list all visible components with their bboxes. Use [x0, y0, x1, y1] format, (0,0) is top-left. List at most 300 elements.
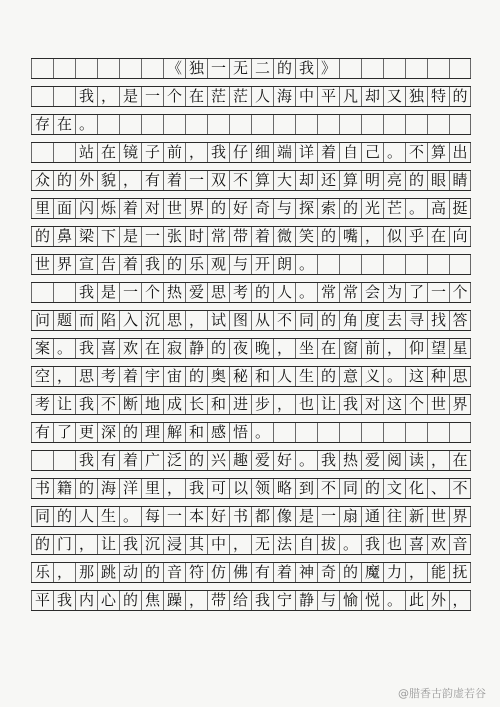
- grid-cell: 热: [163, 283, 185, 302]
- grid-cell: 跳: [97, 563, 119, 582]
- grid-cell: [405, 423, 427, 442]
- grid-cell: ，: [229, 535, 251, 554]
- grid-cell: 洋: [119, 479, 141, 498]
- grid-cell: 书: [229, 507, 251, 526]
- grid-cell: [405, 59, 427, 78]
- grid-cell: 与: [229, 255, 251, 274]
- grid-cell: 的: [273, 59, 295, 78]
- grid-cell: 的: [339, 563, 361, 582]
- grid-cell: 。: [405, 199, 427, 218]
- grid-cell: 的: [31, 535, 53, 554]
- grid-cell: 同: [339, 479, 361, 498]
- grid-cell: [339, 255, 361, 274]
- grid-cell: 宙: [163, 367, 185, 386]
- grid-cell: 思: [207, 283, 229, 302]
- grid-cell: 找: [427, 311, 449, 330]
- essay-line: [31, 422, 471, 443]
- grid-cell: 我: [75, 395, 97, 414]
- grid-cell: 我: [119, 535, 141, 554]
- grid-cell: 悦: [361, 591, 383, 610]
- grid-cell: 有: [141, 171, 163, 190]
- grid-cell: 问: [31, 311, 53, 330]
- grid-cell: [449, 115, 471, 134]
- grid-cell: 面: [53, 199, 75, 218]
- grid-cell: 那: [75, 563, 97, 582]
- grid-cell: 的: [449, 87, 471, 106]
- grid-cell: 无: [251, 535, 273, 554]
- essay-line: [31, 366, 471, 387]
- grid-cell: 让: [97, 535, 119, 554]
- grid-cell: 己: [361, 143, 383, 162]
- grid-cell: [75, 59, 97, 78]
- grid-cell: 着: [251, 227, 273, 246]
- grid-cell: 门: [53, 535, 75, 554]
- grid-cell: 微: [273, 227, 295, 246]
- grid-cell: 仔: [229, 143, 251, 162]
- grid-cell: 答: [449, 311, 471, 330]
- grid-cell: 观: [207, 255, 229, 274]
- grid-cell: 意: [339, 367, 361, 386]
- grid-cell: 爱: [185, 283, 207, 302]
- grid-cell: 让: [317, 395, 339, 414]
- grid-cell: 是: [119, 87, 141, 106]
- grid-cell: 在: [97, 143, 119, 162]
- grid-cell: 而: [75, 311, 97, 330]
- grid-cell: 我: [295, 59, 317, 78]
- grid-cell: 书: [31, 479, 53, 498]
- grid-cell: 一: [141, 87, 163, 106]
- grid-cell: 解: [163, 423, 185, 442]
- grid-cell: 。: [251, 423, 273, 442]
- grid-cell: [31, 283, 53, 302]
- grid-cell: 喜: [405, 535, 427, 554]
- grid-cell: 个: [449, 283, 471, 302]
- grid-cell: 一: [317, 507, 339, 526]
- grid-cell: 镜: [119, 143, 141, 162]
- grid-cell: 鼻: [53, 227, 75, 246]
- grid-cell: 着: [119, 255, 141, 274]
- grid-cell: ，: [273, 395, 295, 414]
- grid-cell: ，: [185, 591, 207, 610]
- grid-cell: [339, 59, 361, 78]
- grid-cell: 界: [185, 199, 207, 218]
- grid-cell: 》: [317, 59, 339, 78]
- grid-cell: [383, 115, 405, 134]
- grid-cell: 的: [207, 199, 229, 218]
- grid-cell: 宣: [75, 255, 97, 274]
- grid-cell: 我: [339, 395, 361, 414]
- essay-line: [31, 590, 471, 611]
- essay-line: [31, 114, 471, 135]
- grid-cell: 的: [361, 479, 383, 498]
- grid-cell: 都: [251, 507, 273, 526]
- grid-cell: [185, 115, 207, 134]
- grid-cell: 。: [295, 283, 317, 302]
- grid-cell: 又: [383, 87, 405, 106]
- grid-cell: 一: [427, 283, 449, 302]
- grid-cell: 。: [383, 591, 405, 610]
- essay-line: [31, 170, 471, 191]
- grid-cell: 的: [185, 451, 207, 470]
- grid-cell: 个: [163, 87, 185, 106]
- grid-cell: 化: [405, 479, 427, 498]
- essay-line: [31, 450, 471, 471]
- grid-cell: ，: [185, 143, 207, 162]
- grid-cell: [361, 115, 383, 134]
- grid-cell: 界: [449, 395, 471, 414]
- grid-cell: 思: [75, 367, 97, 386]
- manuscript-grid: [31, 58, 471, 618]
- grid-cell: 还: [317, 171, 339, 190]
- grid-cell: 端: [273, 143, 295, 162]
- watermark: @腊香古韵虚若谷: [398, 687, 486, 700]
- grid-cell: 略: [273, 479, 295, 498]
- grid-cell: 亮: [383, 171, 405, 190]
- grid-cell: 寂: [163, 339, 185, 358]
- grid-cell: 似: [383, 227, 405, 246]
- grid-cell: 星: [449, 339, 471, 358]
- grid-cell: 文: [383, 479, 405, 498]
- grid-cell: 的: [75, 479, 97, 498]
- grid-cell: 外: [427, 591, 449, 610]
- grid-cell: [449, 255, 471, 274]
- grid-cell: 领: [251, 479, 273, 498]
- grid-cell: 却: [295, 171, 317, 190]
- grid-cell: 独: [185, 59, 207, 78]
- grid-cell: 、: [427, 479, 449, 498]
- grid-cell: [53, 283, 75, 302]
- grid-cell: 前: [163, 143, 185, 162]
- grid-cell: 图: [229, 311, 251, 330]
- grid-cell: 个: [141, 283, 163, 302]
- grid-cell: 在: [449, 451, 471, 470]
- grid-cell: 地: [141, 395, 163, 414]
- grid-cell: 闪: [75, 199, 97, 218]
- grid-cell: 考: [31, 395, 53, 414]
- grid-cell: 平: [31, 591, 53, 610]
- grid-cell: 空: [31, 367, 53, 386]
- grid-cell: 开: [251, 255, 273, 274]
- essay-line: [31, 310, 471, 331]
- grid-cell: ，: [361, 227, 383, 246]
- grid-cell: 对: [361, 395, 383, 414]
- grid-cell: 望: [427, 339, 449, 358]
- grid-cell: 神: [295, 563, 317, 582]
- grid-cell: [163, 115, 185, 134]
- grid-cell: 生: [295, 367, 317, 386]
- grid-cell: 睛: [449, 171, 471, 190]
- grid-cell: 在: [53, 115, 75, 134]
- grid-cell: 的: [119, 423, 141, 442]
- grid-cell: 着: [273, 563, 295, 582]
- grid-cell: 。: [383, 367, 405, 386]
- grid-cell: [207, 115, 229, 134]
- grid-cell: 在: [317, 339, 339, 358]
- grid-cell: 海: [97, 479, 119, 498]
- grid-cell: 茫: [229, 87, 251, 106]
- grid-cell: [251, 115, 273, 134]
- grid-cell: [295, 115, 317, 134]
- grid-cell: 不: [229, 171, 251, 190]
- grid-cell: 着: [119, 199, 141, 218]
- grid-cell: 《: [163, 59, 185, 78]
- grid-cell: [141, 115, 163, 134]
- grid-cell: 告: [97, 255, 119, 274]
- grid-cell: 的: [141, 563, 163, 582]
- grid-cell: 界: [53, 255, 75, 274]
- grid-cell: [141, 59, 163, 78]
- grid-cell: 以: [229, 479, 251, 498]
- grid-cell: 好: [229, 199, 251, 218]
- grid-cell: 的: [317, 367, 339, 386]
- grid-cell: [339, 115, 361, 134]
- grid-cell: [405, 115, 427, 134]
- grid-cell: 静: [295, 591, 317, 610]
- grid-cell: [317, 115, 339, 134]
- grid-cell: 案: [31, 339, 53, 358]
- grid-cell: 中: [295, 87, 317, 106]
- grid-cell: 站: [75, 143, 97, 162]
- grid-cell: 的: [163, 255, 185, 274]
- grid-cell: 奇: [251, 199, 273, 218]
- grid-cell: 音: [449, 535, 471, 554]
- grid-cell: 更: [75, 423, 97, 442]
- grid-cell: 双: [207, 171, 229, 190]
- grid-cell: 在: [185, 87, 207, 106]
- grid-cell: 。: [295, 451, 317, 470]
- grid-cell: 一: [185, 171, 207, 190]
- grid-cell: 前: [361, 339, 383, 358]
- grid-cell: 高: [427, 199, 449, 218]
- grid-cell: ，: [163, 479, 185, 498]
- grid-cell: 欢: [119, 339, 141, 358]
- grid-cell: 一: [207, 59, 229, 78]
- grid-cell: 我: [75, 451, 97, 470]
- grid-cell: 和: [185, 423, 207, 442]
- grid-cell: 有: [31, 423, 53, 442]
- grid-cell: 。: [383, 143, 405, 162]
- grid-cell: 欢: [427, 535, 449, 554]
- grid-cell: ，: [383, 339, 405, 358]
- grid-cell: 仰: [405, 339, 427, 358]
- grid-cell: 在: [427, 227, 449, 246]
- grid-cell: 我: [75, 339, 97, 358]
- grid-cell: 带: [207, 591, 229, 610]
- grid-cell: 凡: [339, 87, 361, 106]
- grid-cell: 题: [53, 311, 75, 330]
- grid-cell: 和: [207, 395, 229, 414]
- grid-cell: 是: [97, 283, 119, 302]
- grid-cell: 众: [31, 171, 53, 190]
- grid-cell: 的: [339, 199, 361, 218]
- grid-cell: 明: [361, 171, 383, 190]
- grid-cell: 了: [53, 423, 75, 442]
- grid-cell: 好: [273, 451, 295, 470]
- grid-cell: [31, 143, 53, 162]
- grid-cell: 步: [251, 395, 273, 414]
- grid-cell: 独: [405, 87, 427, 106]
- grid-cell: 爱: [251, 451, 273, 470]
- grid-cell: 兴: [207, 451, 229, 470]
- grid-cell: 算: [339, 171, 361, 190]
- grid-cell: [53, 59, 75, 78]
- grid-cell: [449, 59, 471, 78]
- grid-cell: [119, 115, 141, 134]
- grid-cell: [383, 255, 405, 274]
- essay-line: [31, 534, 471, 555]
- grid-cell: 二: [251, 59, 273, 78]
- grid-cell: [295, 423, 317, 442]
- essay-line: [31, 478, 471, 499]
- grid-cell: 光: [361, 199, 383, 218]
- grid-cell: ，: [185, 311, 207, 330]
- grid-cell: 的: [53, 507, 75, 526]
- grid-cell: 焦: [141, 591, 163, 610]
- grid-cell: ，: [273, 339, 295, 358]
- grid-cell: [383, 59, 405, 78]
- grid-cell: 读: [405, 451, 427, 470]
- grid-cell: 算: [251, 171, 273, 190]
- grid-cell: 宁: [273, 591, 295, 610]
- grid-cell: 种: [427, 367, 449, 386]
- grid-cell: 生: [97, 507, 119, 526]
- grid-cell: 可: [207, 479, 229, 498]
- grid-cell: [427, 423, 449, 442]
- grid-cell: 角: [339, 311, 361, 330]
- grid-cell: 夜: [229, 339, 251, 358]
- grid-cell: 带: [229, 227, 251, 246]
- grid-cell: 下: [97, 227, 119, 246]
- grid-cell: 人: [273, 283, 295, 302]
- grid-cell: 世: [31, 255, 53, 274]
- grid-cell: 我: [75, 87, 97, 106]
- grid-cell: 里: [141, 479, 163, 498]
- grid-cell: 沉: [141, 311, 163, 330]
- grid-cell: 。: [295, 255, 317, 274]
- grid-cell: 趣: [229, 451, 251, 470]
- grid-cell: ，: [427, 451, 449, 470]
- grid-cell: 佛: [229, 563, 251, 582]
- grid-cell: 不: [97, 395, 119, 414]
- grid-cell: 给: [229, 591, 251, 610]
- grid-cell: 嘴: [339, 227, 361, 246]
- grid-cell: 奇: [317, 563, 339, 582]
- grid-cell: 从: [251, 311, 273, 330]
- grid-cell: 断: [119, 395, 141, 414]
- grid-cell: 海: [273, 87, 295, 106]
- grid-cell: 常: [207, 227, 229, 246]
- grid-cell: 的: [185, 367, 207, 386]
- grid-cell: 悟: [229, 423, 251, 442]
- grid-cell: 朗: [273, 255, 295, 274]
- grid-cell: 同: [295, 311, 317, 330]
- grid-cell: 张: [163, 227, 185, 246]
- grid-cell: ，: [75, 535, 97, 554]
- grid-cell: 内: [75, 591, 97, 610]
- grid-cell: [427, 59, 449, 78]
- grid-cell: 我: [141, 255, 163, 274]
- grid-cell: 坐: [295, 339, 317, 358]
- grid-cell: 是: [119, 227, 141, 246]
- grid-cell: [339, 423, 361, 442]
- grid-cell: 义: [361, 367, 383, 386]
- grid-cell: 广: [141, 451, 163, 470]
- essay-line: [31, 198, 471, 219]
- grid-cell: 新: [405, 507, 427, 526]
- grid-cell: 。: [119, 507, 141, 526]
- grid-cell: 泛: [163, 451, 185, 470]
- grid-cell: 思: [449, 367, 471, 386]
- grid-cell: 像: [273, 507, 295, 526]
- grid-cell: 这: [383, 395, 405, 414]
- grid-cell: [31, 451, 53, 470]
- grid-cell: 秘: [229, 367, 251, 386]
- grid-cell: 子: [141, 143, 163, 162]
- grid-cell: 仿: [207, 563, 229, 582]
- grid-cell: 。: [53, 339, 75, 358]
- grid-cell: 常: [317, 283, 339, 302]
- grid-cell: 入: [119, 311, 141, 330]
- grid-cell: 一: [141, 227, 163, 246]
- grid-cell: 窗: [339, 339, 361, 358]
- grid-cell: 也: [295, 395, 317, 414]
- grid-cell: 着: [119, 451, 141, 470]
- grid-cell: 不: [273, 311, 295, 330]
- grid-cell: [97, 115, 119, 134]
- grid-cell: 到: [295, 479, 317, 498]
- grid-cell: [405, 255, 427, 274]
- grid-cell: [361, 59, 383, 78]
- grid-cell: 动: [119, 563, 141, 582]
- grid-cell: 与: [273, 199, 295, 218]
- grid-cell: 感: [207, 423, 229, 442]
- grid-cell: 为: [383, 283, 405, 302]
- grid-cell: ，: [53, 367, 75, 386]
- grid-cell: 与: [317, 591, 339, 610]
- grid-cell: 让: [53, 395, 75, 414]
- grid-cell: 。: [339, 535, 361, 554]
- grid-cell: 浸: [163, 535, 185, 554]
- grid-cell: 世: [427, 507, 449, 526]
- grid-cell: 考: [229, 283, 251, 302]
- grid-cell: 烁: [97, 199, 119, 218]
- grid-cell: 我: [251, 591, 273, 610]
- grid-cell: 魔: [361, 563, 383, 582]
- grid-cell: 有: [97, 451, 119, 470]
- grid-cell: 试: [207, 311, 229, 330]
- grid-cell: 细: [251, 143, 273, 162]
- grid-cell: 力: [383, 563, 405, 582]
- grid-cell: 本: [185, 507, 207, 526]
- grid-cell: 里: [31, 199, 53, 218]
- grid-cell: 外: [75, 171, 97, 190]
- grid-cell: [53, 87, 75, 106]
- grid-cell: 喜: [97, 339, 119, 358]
- grid-cell: 度: [361, 311, 383, 330]
- grid-cell: 心: [97, 591, 119, 610]
- grid-cell: 理: [141, 423, 163, 442]
- grid-cell: 。: [75, 115, 97, 134]
- grid-cell: 抚: [449, 563, 471, 582]
- grid-cell: 着: [119, 367, 141, 386]
- grid-cell: 的: [251, 283, 273, 302]
- grid-cell: [273, 115, 295, 134]
- grid-cell: 向: [449, 227, 471, 246]
- grid-cell: 长: [185, 395, 207, 414]
- grid-cell: 法: [273, 535, 295, 554]
- grid-cell: 能: [427, 563, 449, 582]
- grid-cell: 静: [185, 339, 207, 358]
